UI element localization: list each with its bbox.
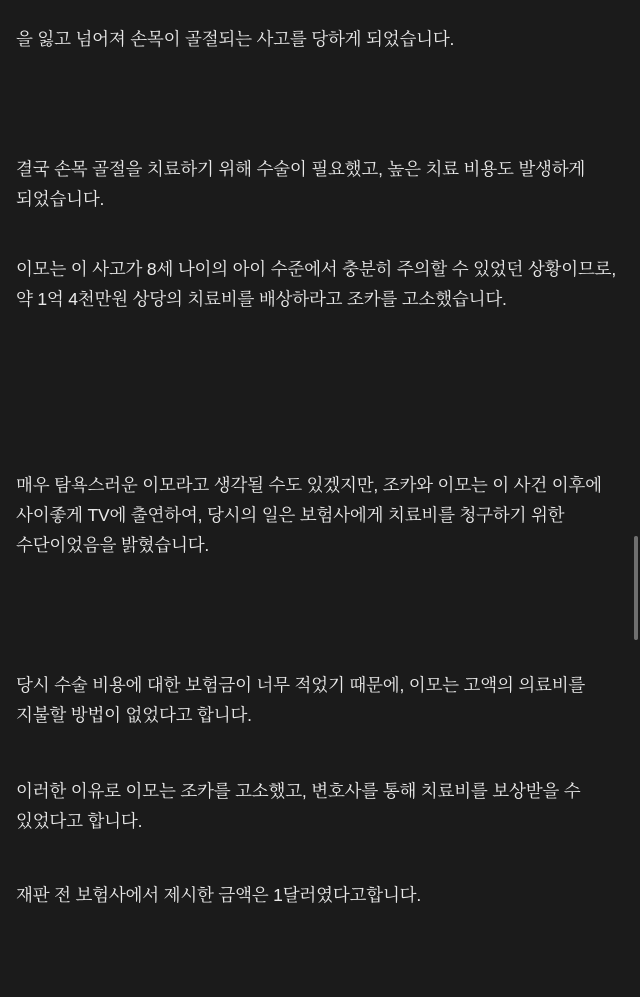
paragraph-1: 결국 손목 골절을 치료하기 위해 수술이 필요했고, 높은 치료 비용도 발생하게 되었습니다.: [16, 158, 590, 209]
paragraph-0: 을 잃고 넘어져 손목이 골절되는 사고를 당하게 되었습니다.: [16, 28, 455, 49]
paragraph-3: 매우 탐욕스러운 이모라고 생각될 수도 있겠지만, 조카와 이모는 이 사건 이후에 사이좋게 TV에 출연하여, 당시의 일은 보험사에게 치료비를 청구하기 위한 수단이었음을 밝혔습니다.: [16, 474, 607, 555]
paragraph-2: 이모는 이 사고가 8세 나이의 아이 수준에서 충분히 주의할 수 있었던 상황이므로, 약 1억 4천만원 상당의 치료비를 배상하라고 조카를 고소했습니다.: [16, 258, 621, 309]
paragraph-5: 이러한 이유로 이모는 조카를 고소했고, 변호사를 통해 치료비를 보상받을 수 있었다고 합니다.: [16, 780, 586, 831]
paragraph-4: 당시 수술 비용에 대한 보험금이 너무 적었기 때문에, 이모는 고액의 의료비를 지불할 방법이 없었다고 합니다.: [16, 674, 590, 725]
vertical-scrollbar-thumb[interactable]: [634, 536, 638, 640]
paragraph-6: 재판 전 보험사에서 제시한 금액은 1달러였다고합니다.: [16, 884, 422, 905]
